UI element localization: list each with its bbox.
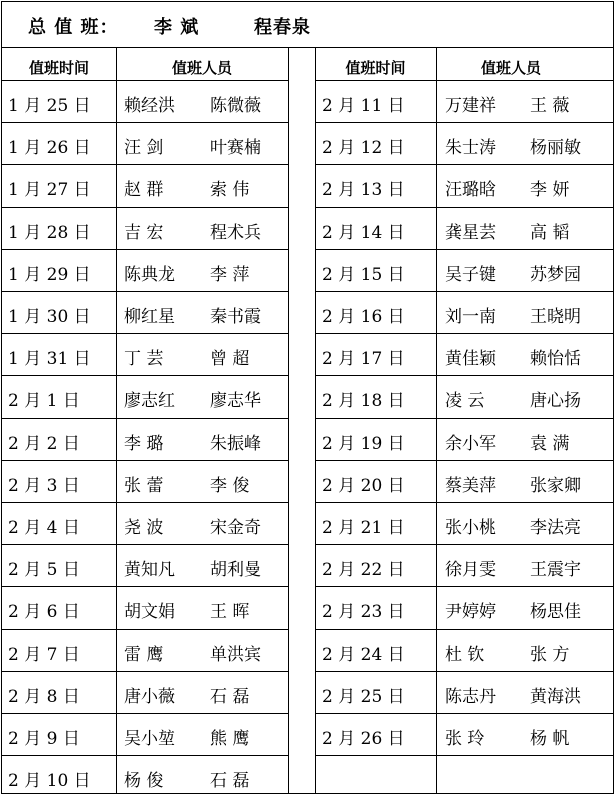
duty-person-1: 陈志丹 <box>445 686 496 707</box>
duty-person-2: 杨思佳 <box>530 602 581 623</box>
header-bottom-right <box>315 80 613 81</box>
duty-date: 2 月 23 日 <box>322 602 405 623</box>
header-time-right: 值班时间 <box>345 59 406 77</box>
row-line-right <box>315 544 613 545</box>
duty-person-2: 李法亮 <box>530 518 581 538</box>
duty-date: 2 月 21 日 <box>322 518 405 538</box>
row-line-right <box>315 460 613 461</box>
duty-person-2: 熊 鹰 <box>210 729 250 749</box>
row-line-left <box>2 333 288 334</box>
row-line-right <box>315 122 613 123</box>
duty-person-1: 吴小堃 <box>124 729 175 749</box>
duty-person-1: 张 蕾 <box>124 475 164 496</box>
duty-date: 2 月 25 日 <box>322 686 405 707</box>
row-line-right <box>315 164 613 165</box>
header-staff-left: 值班人员 <box>171 59 232 77</box>
duty-person-1: 廖志红 <box>124 391 175 412</box>
duty-date: 2 月 6 日 <box>8 602 80 623</box>
duty-date: 2 月 16 日 <box>322 307 405 327</box>
duty-person-2: 张 方 <box>530 644 570 665</box>
duty-date: 2 月 20 日 <box>322 475 405 496</box>
duty-person-1: 徐月雯 <box>445 560 496 581</box>
duty-person-2: 李 萍 <box>210 264 250 285</box>
duty-person-2: 王震宇 <box>530 560 581 581</box>
duty-person-1: 丁 芸 <box>124 349 164 370</box>
duty-date: 2 月 1 日 <box>8 391 80 412</box>
row-line-left <box>2 418 288 419</box>
duty-date: 2 月 9 日 <box>8 729 80 749</box>
duty-person-2: 杨丽敏 <box>530 138 581 159</box>
duty-date: 2 月 22 日 <box>322 560 405 581</box>
duty-person-2: 宋金奇 <box>210 518 261 538</box>
row-line-right <box>315 375 613 376</box>
duty-person-2: 王晓明 <box>530 307 581 327</box>
duty-person-1: 张小桃 <box>445 518 496 538</box>
duty-date: 2 月 10 日 <box>8 771 91 792</box>
duty-person-2: 索 伟 <box>210 180 250 201</box>
row-line-right <box>315 586 613 587</box>
row-line-right <box>315 418 613 419</box>
row-line-right <box>315 502 613 503</box>
duty-date: 2 月 5 日 <box>8 560 80 581</box>
duty-person-1: 万建祥 <box>445 96 496 116</box>
row-line-left <box>2 671 288 672</box>
duty-person-2: 秦书霞 <box>210 307 261 327</box>
duty-person-1: 余小军 <box>445 433 496 454</box>
chief-duty-banner <box>2 2 613 48</box>
duty-date: 2 月 7 日 <box>8 644 80 665</box>
duty-date: 2 月 13 日 <box>322 180 405 201</box>
duty-person-2: 王 晖 <box>210 602 250 623</box>
row-line-right <box>315 713 613 714</box>
duty-person-2: 王 薇 <box>530 96 570 116</box>
duty-date: 2 月 26 日 <box>322 729 405 749</box>
header-bottom-left <box>2 80 288 81</box>
row-line-left <box>2 629 288 630</box>
duty-date: 1 月 28 日 <box>8 222 91 243</box>
duty-date: 2 月 12 日 <box>322 138 405 159</box>
duty-date: 2 月 17 日 <box>322 349 405 370</box>
duty-person-2: 黄海洪 <box>530 686 581 707</box>
duty-person-2: 单洪宾 <box>210 644 261 665</box>
row-line-left <box>2 713 288 714</box>
duty-date: 2 月 18 日 <box>322 391 405 412</box>
row-line-left <box>2 755 288 756</box>
row-line-left <box>2 249 288 250</box>
duty-person-2: 唐心扬 <box>530 391 581 412</box>
duty-person-1: 胡文娟 <box>124 602 175 623</box>
duty-person-1: 柳红星 <box>124 307 175 327</box>
duty-person-1: 黄佳颖 <box>445 349 496 370</box>
duty-person-1: 刘一南 <box>445 307 496 327</box>
duty-person-2: 廖志华 <box>210 391 261 412</box>
row-line-left <box>2 460 288 461</box>
column-divider-3 <box>315 48 316 793</box>
duty-person-2: 杨 帆 <box>530 729 570 749</box>
duty-person-1: 唐小薇 <box>124 686 175 707</box>
row-line-right <box>315 333 613 334</box>
duty-person-2: 赖怡恬 <box>530 349 581 370</box>
duty-date: 2 月 14 日 <box>322 222 405 243</box>
row-line-right <box>315 629 613 630</box>
duty-person-2: 袁 满 <box>530 433 570 454</box>
chief-duty-label: 总 值 班： <box>28 17 119 38</box>
header-staff-right: 值班人员 <box>480 59 541 77</box>
column-divider-2 <box>288 48 289 793</box>
duty-person-2: 李 妍 <box>530 180 570 201</box>
duty-person-1: 赖经洪 <box>124 96 175 116</box>
duty-person-2: 石 磊 <box>210 771 250 792</box>
duty-date: 2 月 3 日 <box>8 475 80 496</box>
row-line-right <box>315 671 613 672</box>
row-line-left <box>2 291 288 292</box>
duty-person-2: 石 磊 <box>210 686 250 707</box>
duty-person-1: 吴子键 <box>445 264 496 285</box>
duty-date: 1 月 26 日 <box>8 138 91 159</box>
duty-person-1: 赵 群 <box>124 180 164 201</box>
duty-date: 2 月 19 日 <box>322 433 405 454</box>
duty-person-1: 汪璐晗 <box>445 180 496 201</box>
duty-person-1: 陈典龙 <box>124 264 175 285</box>
duty-person-1: 汪 剑 <box>124 138 164 159</box>
column-divider-4 <box>436 48 437 793</box>
row-line-right <box>315 249 613 250</box>
row-line-left <box>2 375 288 376</box>
duty-person-2: 曾 超 <box>210 349 250 370</box>
duty-date: 2 月 8 日 <box>8 686 80 707</box>
row-line-right <box>315 755 613 756</box>
row-line-right <box>315 207 613 208</box>
duty-person-1: 黄知凡 <box>124 560 175 581</box>
duty-person-1: 雷 鹰 <box>124 644 164 665</box>
duty-date: 1 月 31 日 <box>8 349 91 370</box>
row-line-left <box>2 544 288 545</box>
duty-person-2: 陈微薇 <box>210 96 261 116</box>
duty-person-2: 高 韬 <box>530 222 570 243</box>
duty-person-2: 苏梦园 <box>530 264 581 285</box>
duty-person-1: 龚星芸 <box>445 222 496 243</box>
duty-person-1: 尧 波 <box>124 518 164 538</box>
row-line-left <box>2 502 288 503</box>
duty-person-1: 尹婷婷 <box>445 602 496 623</box>
duty-date: 2 月 11 日 <box>322 96 405 116</box>
duty-date: 2 月 2 日 <box>8 433 80 454</box>
duty-date: 1 月 30 日 <box>8 307 91 327</box>
duty-person-2: 程术兵 <box>210 222 261 243</box>
duty-person-1: 凌 云 <box>445 391 485 412</box>
duty-person-2: 张家卿 <box>530 475 581 496</box>
duty-date: 1 月 27 日 <box>8 180 91 201</box>
duty-person-1: 杜 钦 <box>445 644 485 665</box>
duty-person-2: 朱振峰 <box>210 433 261 454</box>
duty-roster-sheet <box>1 1 614 794</box>
chief-duty-person-2: 程春泉 <box>254 17 311 38</box>
row-line-left <box>2 164 288 165</box>
duty-person-1: 吉 宏 <box>124 222 164 243</box>
duty-person-2: 叶赛楠 <box>210 138 261 159</box>
duty-person-2: 李 俊 <box>210 475 250 496</box>
header-time-left: 值班时间 <box>28 59 89 77</box>
duty-person-1: 朱士涛 <box>445 138 496 159</box>
duty-person-1: 张 玲 <box>445 729 485 749</box>
duty-date: 2 月 24 日 <box>322 644 405 665</box>
row-line-left <box>2 207 288 208</box>
duty-date: 2 月 15 日 <box>322 264 405 285</box>
chief-duty-person-1: 李 斌 <box>154 17 200 38</box>
duty-date: 1 月 29 日 <box>8 264 91 285</box>
duty-date: 2 月 4 日 <box>8 518 80 538</box>
row-line-left <box>2 586 288 587</box>
column-divider-1 <box>116 48 117 793</box>
duty-person-1: 蔡美萍 <box>445 475 496 496</box>
row-line-left <box>2 122 288 123</box>
duty-person-2: 胡利曼 <box>210 560 261 581</box>
duty-date: 1 月 25 日 <box>8 96 91 116</box>
duty-person-1: 杨 俊 <box>124 771 164 792</box>
duty-person-1: 李 璐 <box>124 433 164 454</box>
row-line-right <box>315 291 613 292</box>
